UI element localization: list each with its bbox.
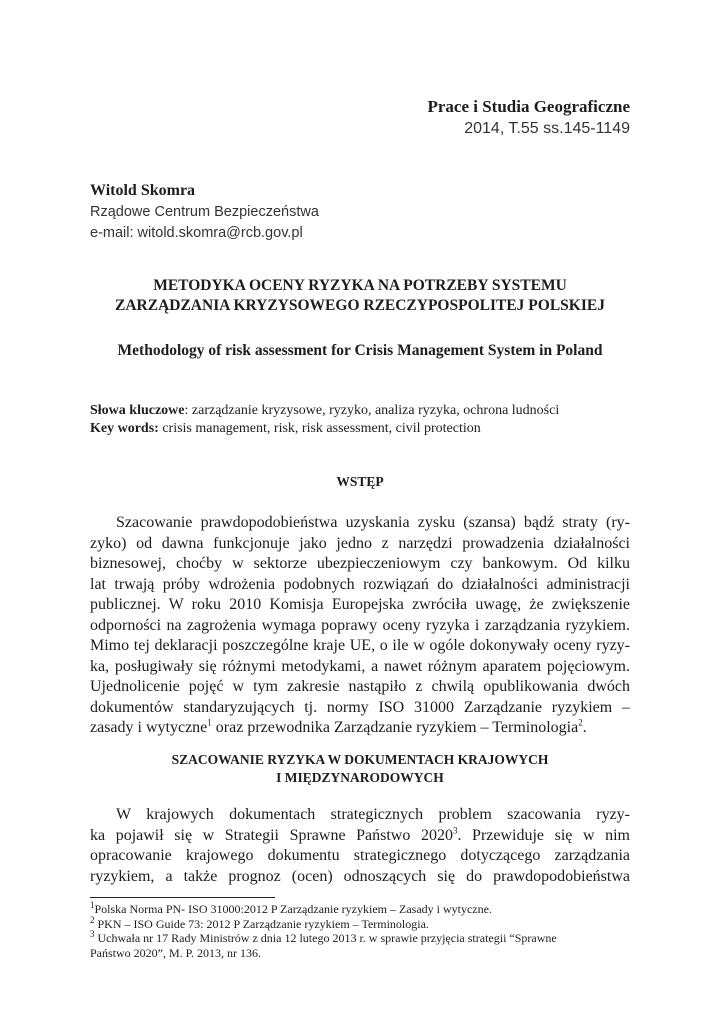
paragraph-line: W krajowych dokumentach strategicznych problem szacowania ryzy- xyxy=(116,806,630,823)
footnote-text: PKN – ISO Guide 73: 2012 P Zarządzanie ryzykiem – Terminologia. xyxy=(94,916,429,931)
footnote-2 xyxy=(90,914,635,932)
keywords-polish-text: : zarządzanie kryzysowe, ryzyko, analiza ryzyka, ochrona ludności xyxy=(184,403,560,418)
title-pl-line: ZARZĄDZANIA KRYZYSOWEGO RZECZYPOSPOLITEJ POLSKIEJ xyxy=(115,297,605,314)
footnote-3 xyxy=(90,931,635,946)
paragraph-line: odporności na zagrożenia wymaga poprawy oceny ryzyka i zarządzania ryzykiem. xyxy=(90,616,630,634)
text-run: ka pojawił się w Strategii Sprawne Państwo 2020 xyxy=(90,826,453,844)
keywords-english-label: Key words: xyxy=(90,421,159,436)
footnote-1 xyxy=(90,902,635,917)
author-name: Witold Skomra xyxy=(90,182,196,199)
footnote-text: Uchwała nr 17 Rady Ministrów z dnia 12 lutego 2013 r. w sprawie przyjęcia strategii “Sprawne xyxy=(94,931,557,945)
paragraph-line xyxy=(90,826,630,847)
risk-assessment-paragraph xyxy=(90,805,630,887)
paragraph-line: Szacowanie prawdopodobieństwa uzyskania zysku (szansa) bądź straty (ry- xyxy=(116,514,630,531)
author-affiliation: Rządowe Centrum Bezpieczeństwa xyxy=(90,204,319,220)
footnote-ref-1[interactable]: 1 xyxy=(207,717,212,728)
text-run: . xyxy=(582,719,587,736)
article-title-polish xyxy=(90,276,630,316)
journal-volume-info: 2014, T.55 ss.145-1149 xyxy=(464,120,630,137)
footnote-number: 1 xyxy=(90,900,95,910)
keywords-english-text: crisis management, risk, risk assessment, civil protection xyxy=(158,421,481,436)
paragraph-line: ryzykiem, a także prognoz (ocen) odnoszących się do prawdopodobieństwa xyxy=(90,867,630,885)
footnote-3-continuation: Państwo 2020”, M. P. 2013, nr 136. xyxy=(90,945,262,960)
text-run: . Przewiduje się w nim xyxy=(457,826,630,844)
footnote-number: 3 xyxy=(90,929,95,939)
footnote-number: 2 xyxy=(90,914,95,925)
paragraph-line: biznesowej, choćby w sektorze ubezpieczeniowym czy bankowym. Od kilku xyxy=(90,555,630,572)
article-title-english: Methodology of risk assessment for Crisis Management System in Poland xyxy=(117,342,603,359)
section-heading-introduction: WSTĘP xyxy=(336,474,384,489)
paragraph-line: lat trwają próby wdrożenia podobnych rozwiązań do działalności administracji xyxy=(90,575,630,593)
heading-line: I MIĘDZYNARODOWYCH xyxy=(276,770,444,785)
text-run: oraz przewodnika Zarządzanie ryzykiem – Terminologia xyxy=(211,719,579,736)
section-heading-risk-assessment xyxy=(90,751,630,787)
author-block xyxy=(90,180,319,244)
journal-header xyxy=(427,96,630,140)
footnote-ref-3[interactable]: 3 xyxy=(452,825,458,836)
paragraph-line xyxy=(90,718,630,739)
footnotes-block xyxy=(90,902,635,960)
text-run: zasady i wytyczne xyxy=(90,719,208,736)
paragraph-line: Ujednolicenie pojęć w tym zakresie nastąpiło z chwilą opublikowania dwóch xyxy=(90,678,630,695)
introduction-paragraph xyxy=(90,513,630,739)
title-pl-line: METODYKA OCENY RYZYKA NA POTRZEBY SYSTEMU xyxy=(153,277,567,294)
author-email: e-mail: witold.skomra@rcb.gov.pl xyxy=(90,225,303,241)
paragraph-line: ka, posługiwały się różnymi metodykami, a nawet różnym aparatem pojęciowym. xyxy=(90,657,630,675)
journal-title: Prace i Studia Geograficzne xyxy=(427,97,630,116)
heading-line: SZACOWANIE RYZYKA W DOKUMENTACH KRAJOWYCH xyxy=(171,752,549,767)
paragraph-line: opracowanie krajowego dokumentu strategicznego dotyczącego zarządzania xyxy=(90,847,630,864)
paragraph-line: dokumentów standaryzujących tj. normy ISO 31000 Zarządzanie ryzykiem – xyxy=(90,698,630,716)
footnote-separator xyxy=(90,897,275,898)
keywords-polish xyxy=(90,402,630,420)
paragraph-line: zyko) od dawna funkcjonuje jako jedno z narzędzi prowadzenia działalności xyxy=(90,534,630,552)
keywords-english xyxy=(90,420,630,438)
paragraph-line: publicznej. W roku 2010 Komisja Europejska zwróciła uwagę, że zwiększenie xyxy=(90,596,630,613)
footnote-ref-2[interactable]: 2 xyxy=(578,717,583,728)
paragraph-line: Mimo tej deklaracji poszczególne kraje UE, o ile w ogóle dokonywały oceny ryzy- xyxy=(90,637,630,654)
footnote-text: Polska Norma PN- ISO 31000:2012 P Zarządzanie ryzykiem – Zasady i wytyczne. xyxy=(94,902,492,916)
keywords-block xyxy=(90,402,630,438)
keywords-polish-label: Słowa kluczowe xyxy=(90,403,185,418)
